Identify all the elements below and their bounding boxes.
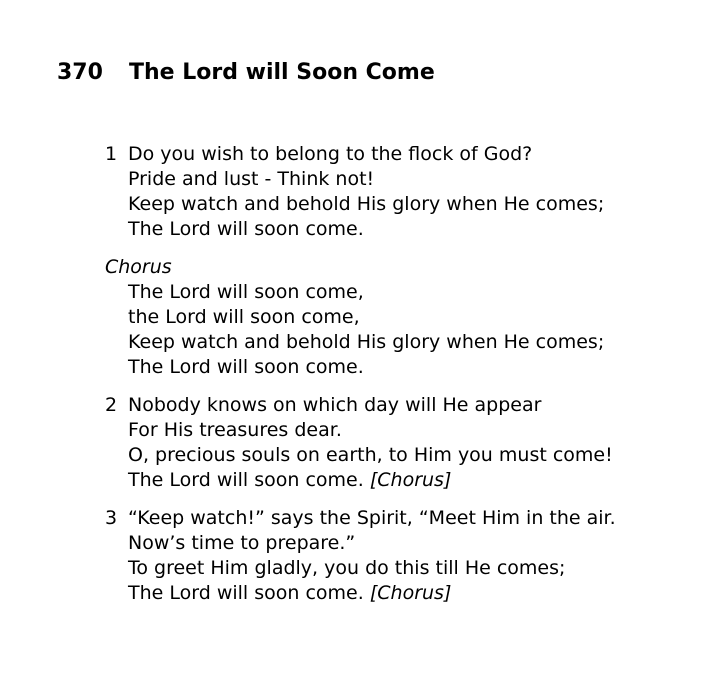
verse-line: Keep watch and behold His glory when He comes;	[128, 193, 605, 215]
hymn-number: 370	[57, 60, 103, 85]
verse-number: 3	[105, 507, 118, 529]
hymn-body	[105, 142, 616, 619]
verse-line	[128, 581, 616, 606]
verse-number: 2	[105, 394, 118, 416]
chorus-line: Keep watch and behold His glory when He comes;	[128, 331, 605, 353]
verse-line: To greet Him gladly, you do this till He comes;	[128, 557, 566, 579]
verse-line: Now’s time to prepare.”	[128, 532, 356, 554]
chorus-line: The Lord will soon come,	[128, 281, 364, 303]
verse-lines	[128, 393, 616, 493]
verse-line: For His treasures dear.	[128, 419, 342, 441]
chorus-reference: [Chorus]	[369, 469, 452, 491]
verse-line: The Lord will soon come.	[128, 218, 364, 240]
verse-number: 1	[105, 143, 118, 165]
verse-3	[105, 506, 616, 606]
hymn-title: The Lord will Soon Come	[129, 60, 435, 85]
chorus-reference: [Chorus]	[369, 582, 452, 604]
verse-line: Do you wish to belong to the flock of God?	[128, 143, 533, 165]
verse-line: “Keep watch!” says the Spirit, “Meet Him in the air.	[128, 507, 616, 529]
verse-line-text: The Lord will soon come.	[128, 469, 364, 491]
verse-line: Pride and lust - Think not!	[128, 168, 375, 190]
verse-2	[105, 393, 616, 493]
verse-line: Nobody knows on which day will He appear	[128, 394, 542, 416]
hymn-header	[57, 58, 435, 88]
chorus-lines	[128, 280, 616, 380]
chorus-label: Chorus	[105, 256, 172, 278]
verse-lines	[128, 142, 616, 242]
verse-1	[105, 142, 616, 242]
verse-lines	[128, 506, 616, 606]
verse-line	[128, 468, 616, 493]
chorus-line: The Lord will soon come.	[128, 356, 364, 378]
chorus-line: the Lord will soon come,	[128, 306, 360, 328]
verse-line-text: The Lord will soon come.	[128, 582, 364, 604]
verse-line: O, precious souls on earth, to Him you must come!	[128, 444, 613, 466]
chorus	[105, 255, 616, 380]
